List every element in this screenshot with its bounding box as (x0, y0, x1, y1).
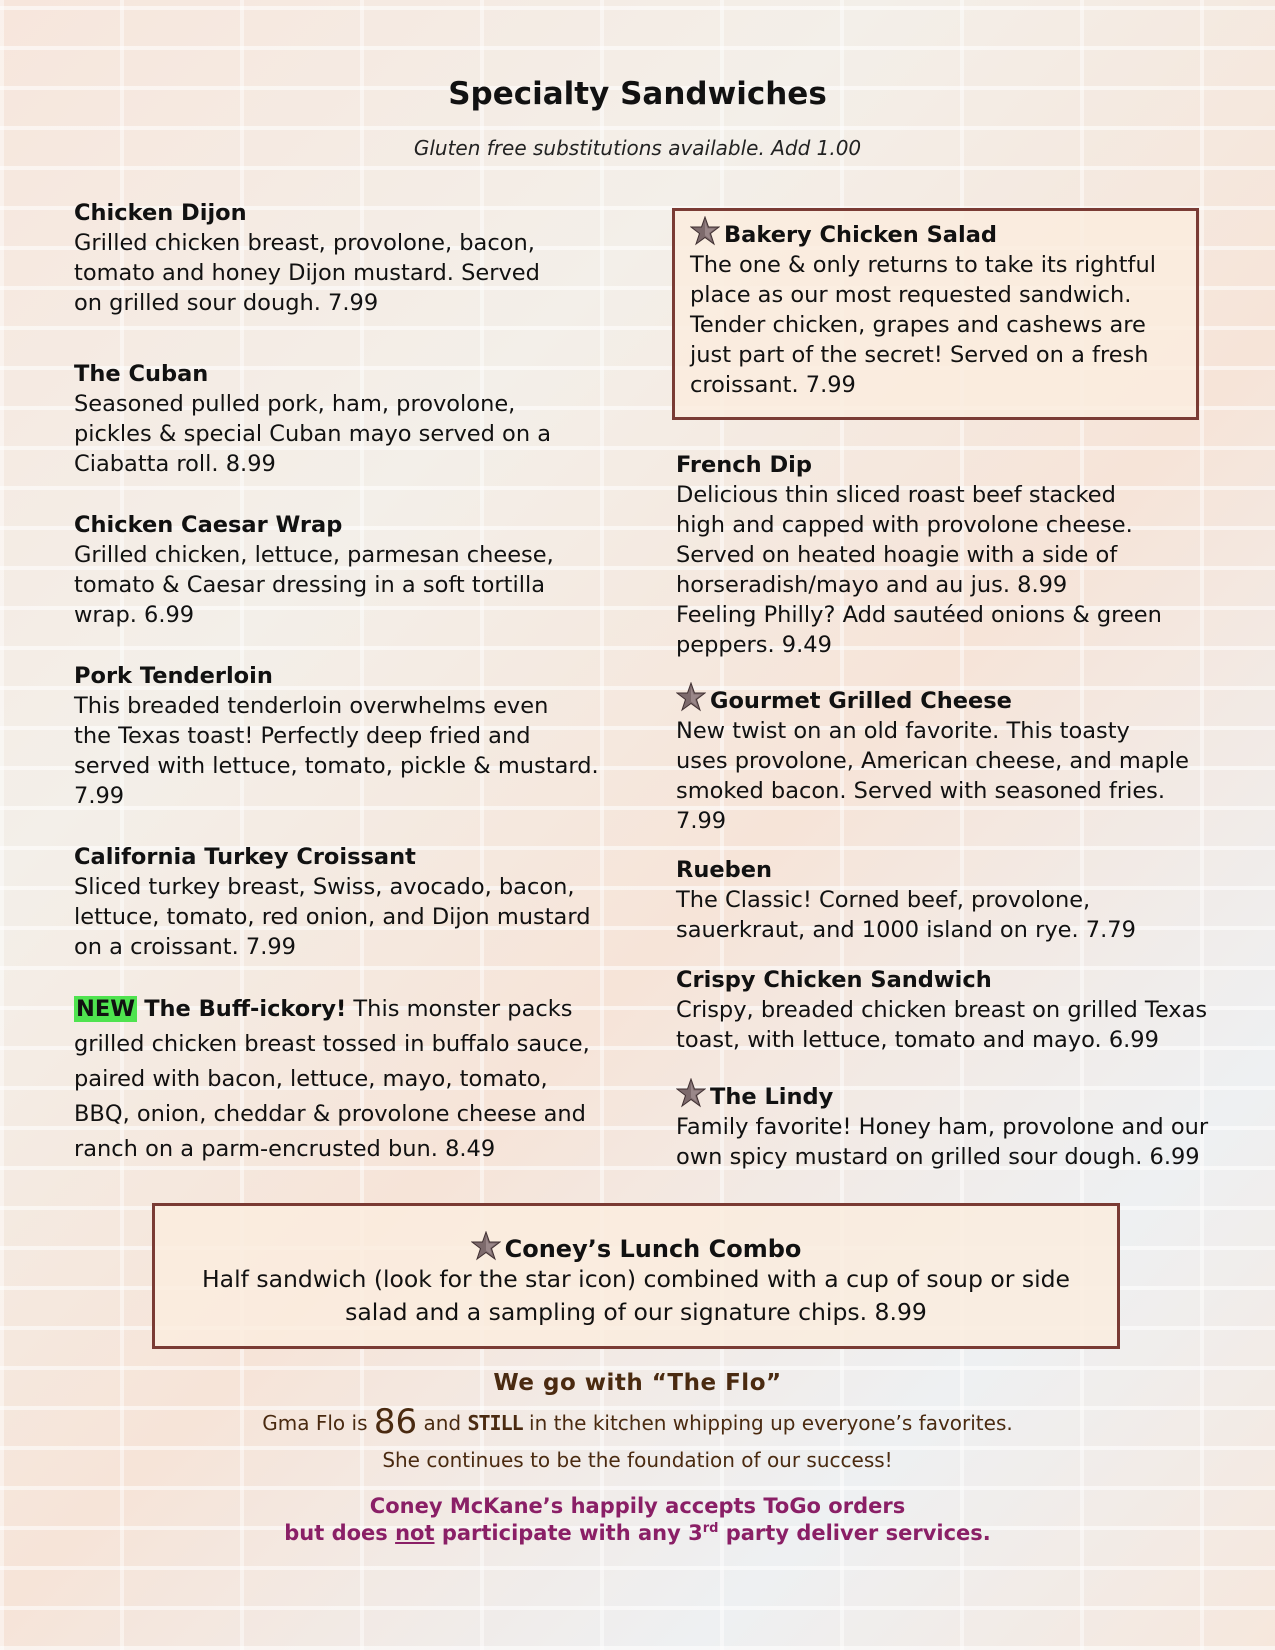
flo-text: Gma Flo is (262, 1411, 374, 1435)
item-name: California Turkey Croissant (74, 844, 416, 870)
item-name: The Lindy (710, 1084, 834, 1110)
togo-text: party deliver services. (718, 1521, 991, 1545)
togo-not: not (395, 1521, 435, 1545)
item-desc-line: horseradish/mayo and au jus. 8.99 (676, 572, 1068, 598)
item-desc-line: toast, with lettuce, tomato and mayo. 6.99 (676, 1027, 1159, 1053)
togo-notice: Coney McKane’s happily accepts ToGo orders (369, 1494, 906, 1518)
item-desc-line: peppers. 9.49 (676, 632, 832, 658)
item-desc-line: grilled chicken breast tossed in buffalo sauce, (74, 1031, 590, 1057)
item-desc-line: own spicy mustard on grilled sour dough. 6.99 (676, 1144, 1200, 1170)
item-desc-line: wrap. 6.99 (74, 602, 195, 628)
menu-item-french-dip (676, 450, 1216, 660)
menu-item-chicken-caesar-wrap (74, 510, 594, 630)
menu-item-crispy-chicken-sandwich (676, 965, 1216, 1055)
menu-item-pork-tenderloin (74, 661, 614, 811)
gluten-free-note: Gluten free substitutions available. Add 1.00 (413, 136, 862, 160)
togo-text: but does (284, 1521, 396, 1545)
menu-item-bakery-chicken-salad (690, 216, 1190, 400)
flo-line: She continues to be the foundation of our success! (382, 1448, 893, 1472)
togo-sup: rd (702, 1521, 719, 1536)
item-name: Crispy Chicken Sandwich (676, 967, 992, 993)
item-desc-line: 7.99 (74, 783, 125, 809)
menu-item-gourmet-grilled-cheese (676, 682, 1216, 836)
flo-age: 86 (373, 1402, 418, 1442)
flo-line (0, 1402, 1275, 1442)
item-desc-line: This monster packs (346, 996, 573, 1022)
item-desc-line: served with lettuce, tomato, pickle & mustard. (74, 753, 599, 779)
item-desc-line: The Classic! Corned beef, provolone, (676, 887, 1091, 913)
flo-heading: We go with “The Flo” (493, 1370, 782, 1396)
delivery-notice (0, 1521, 1275, 1545)
item-desc-line: tomato and honey Dijon mustard. Served (74, 260, 540, 286)
flo-still: STILL (467, 1411, 523, 1435)
flo-text: in the kitchen whipping up everyone’s favorites. (522, 1411, 1013, 1435)
item-desc-line: Grilled chicken, lettuce, parmesan cheese, (74, 542, 554, 568)
item-desc-line: Ciabatta roll. 8.99 (74, 451, 276, 477)
item-desc-line: Seasoned pulled pork, ham, provolone, (74, 391, 516, 417)
item-desc-line: BBQ, onion, cheddar & provolone cheese and (74, 1101, 586, 1127)
item-desc-line: 7.99 (676, 808, 727, 834)
item-name: Chicken Dijon (74, 200, 247, 226)
item-desc-line: croissant. 7.99 (690, 372, 856, 398)
item-desc-line: lettuce, tomato, red onion, and Dijon mustard (74, 904, 591, 930)
item-name: Gourmet Grilled Cheese (710, 688, 1012, 714)
item-desc-line: New twist on an old favorite. This toasty (676, 718, 1130, 744)
item-desc-line: sauerkraut, and 1000 island on rye. 7.79 (676, 917, 1136, 943)
item-name: The Buff-ickory! (144, 996, 347, 1022)
menu-item-rueben (676, 855, 1216, 945)
new-badge: NEW (76, 996, 136, 1022)
star-icon (676, 682, 706, 712)
togo-text: participate with any 3 (434, 1521, 703, 1545)
item-name: Chicken Caesar Wrap (74, 512, 343, 538)
item-desc-line: on grilled sour dough. 7.99 (74, 290, 379, 316)
item-desc-line: uses provolone, American cheese, and maple (676, 748, 1189, 774)
item-desc-line: Tender chicken, grapes and cashews are (690, 312, 1146, 338)
menu-item-chicken-dijon (74, 198, 594, 318)
item-desc-line: Delicious thin sliced roast beef stacked (676, 482, 1116, 508)
item-desc-line: place as our most requested sandwich. (690, 282, 1132, 308)
item-desc-line: paired with bacon, lettuce, mayo, tomato, (74, 1066, 548, 1092)
lunch-combo-box (152, 1203, 1120, 1349)
item-desc-line: Served on heated hoagie with a side of (676, 542, 1118, 568)
item-desc-line: on a croissant. 7.99 (74, 934, 296, 960)
item-name: Pork Tenderloin (74, 663, 273, 689)
item-desc-line: Sliced turkey breast, Swiss, avocado, bacon, (74, 874, 575, 900)
flo-text: and (417, 1411, 468, 1435)
item-desc-line: The one & only returns to take its rightful (690, 252, 1156, 278)
item-desc-line: just part of the secret! Served on a fresh (690, 342, 1149, 368)
combo-desc-line: salad and a sampling of our signature chips. 8.99 (345, 1298, 927, 1326)
menu-item-the-lindy (676, 1078, 1216, 1172)
item-name: Bakery Chicken Salad (724, 222, 997, 248)
item-desc-line: smoked bacon. Served with seasoned fries. (676, 778, 1166, 804)
item-name: The Cuban (74, 361, 209, 387)
item-desc-line: pickles & special Cuban mayo served on a (74, 421, 552, 447)
page-title: Specialty Sandwiches (448, 76, 827, 112)
item-desc-line: Grilled chicken breast, provolone, bacon, (74, 230, 535, 256)
item-desc-line: Family favorite! Honey ham, provolone and our (676, 1114, 1209, 1140)
star-icon (690, 216, 720, 246)
star-icon (676, 1078, 706, 1108)
item-desc-line: Crispy, breaded chicken breast on grilled Texas (676, 997, 1208, 1023)
combo-name: Coney’s Lunch Combo (504, 1235, 802, 1263)
item-desc-line: tomato & Caesar dressing in a soft tortilla (74, 572, 546, 598)
star-icon (471, 1231, 501, 1261)
item-desc-line: the Texas toast! Perfectly deep fried and (74, 723, 531, 749)
item-name: French Dip (676, 452, 812, 478)
menu-item-the-cuban (74, 359, 594, 479)
item-desc-line: This breaded tenderloin overwhelms even (74, 693, 549, 719)
combo-desc-line: Half sandwich (look for the star icon) combined with a cup of soup or side (202, 1265, 1070, 1293)
item-name: Rueben (676, 857, 772, 883)
item-desc-line: ranch on a parm-encrusted bun. 8.49 (74, 1136, 496, 1162)
item-desc-line: high and capped with provolone cheese. (676, 512, 1133, 538)
menu-item-buff-ickory (74, 992, 634, 1167)
item-desc-line: Feeling Philly? Add sautéed onions & green (676, 602, 1162, 628)
menu-item-california-turkey-croissant (74, 842, 614, 962)
